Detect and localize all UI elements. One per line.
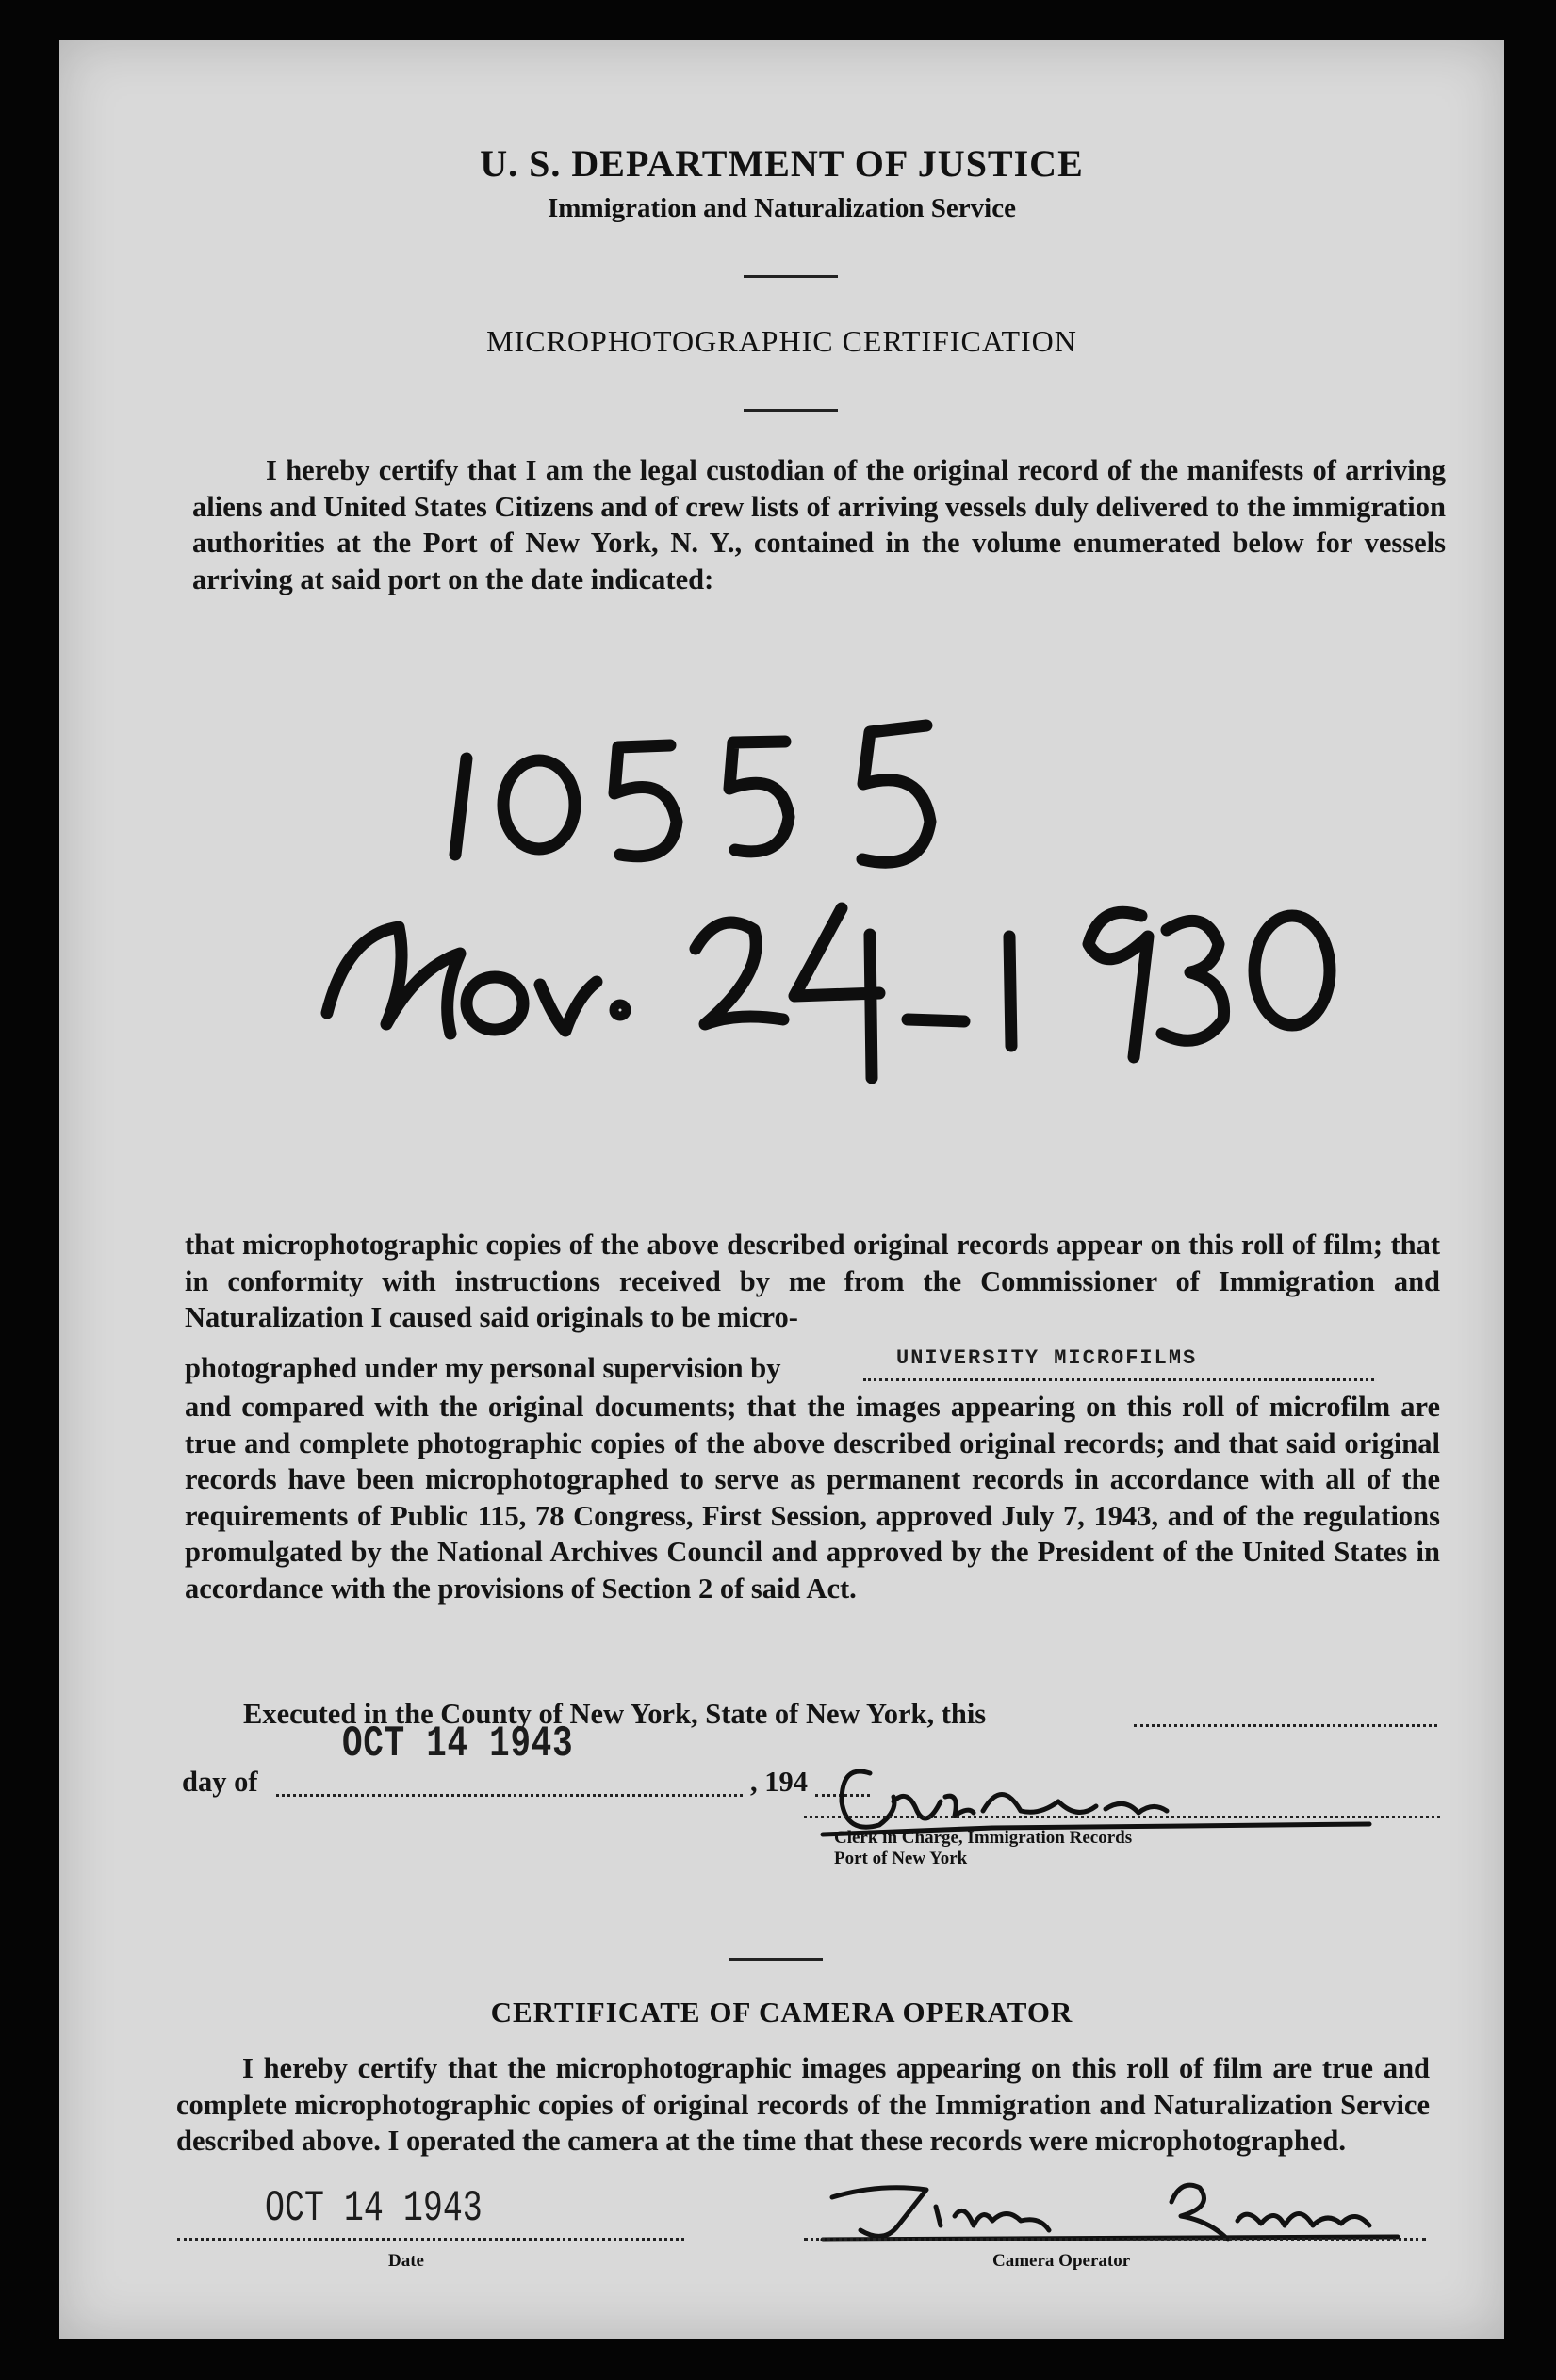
divider-rule <box>729 1958 823 1961</box>
body-paragraph-part2: and compared with the original documents; that the images appearing on this roll of microfilm are true and complete photographic copies of the above described original records; and that said original records have been microphotographed to serve as permanent records in accordance with all of the requirements of Public 115, 78 Congress, First Session, approved July 7, 1943, and of the regulations promulgated by the National Archives Council and approved by the President of the United States in accordance with the provisions of Section 2 of said Act. <box>185 1391 1440 1605</box>
year-prefix: 194 <box>764 1766 808 1798</box>
execution-date-stamp: OCT 14 1943 <box>342 1720 574 1769</box>
divider-rule <box>744 409 838 412</box>
divider-rule <box>744 275 838 278</box>
year-line: , 194 <box>750 1766 808 1798</box>
executed-text: Executed in the County of New York, State of New York, this <box>243 1698 987 1730</box>
executed-day-dotted-line <box>1134 1724 1437 1727</box>
service-subheading: Immigration and Naturalization Service <box>548 193 1016 223</box>
supervisor-dotted-line <box>863 1378 1374 1381</box>
microfilm-company-stamp: UNIVERSITY MICROFILMS <box>896 1346 1198 1370</box>
handwritten-volume-and-date <box>191 661 1369 1114</box>
camera-operator-label: Camera Operator <box>992 2251 1131 2271</box>
day-of-line <box>182 1766 258 1799</box>
date-label: Date <box>388 2251 424 2271</box>
intro-paragraph: I hereby certify that I am the legal custodian of the original record of the manifests of arriving aliens and United States Citizens and of crew lists of arriving vessels duly delivered to the immigration authorities at the Port of New York, N. Y., contained in the volume enumerated below for vessels arriving at said port on the date indicated: <box>192 454 1446 595</box>
certification-title: MICROPHOTOGRAPHIC CERTIFICATION <box>486 324 1077 358</box>
clerk-signature-dotted-line <box>804 1816 1440 1818</box>
certificate-sheet <box>59 40 1504 2339</box>
clerk-title-line1: Clerk in Charge, Immigration Records <box>834 1828 1133 1848</box>
department-heading: U. S. DEPARTMENT OF JUSTICE <box>480 142 1084 185</box>
camera-date-stamp: OCT 14 1943 <box>265 2184 483 2233</box>
camera-operator-dotted-line <box>804 2238 1426 2241</box>
body-paragraph-part1: that microphotographic copies of the above described original records appear on this roll of film; that in conformity with instructions received by me from the Commissioner of Immigration and Naturalization I caused said originals to be micro- <box>185 1229 1440 1333</box>
clerk-title-line2: Port of New York <box>834 1849 968 1868</box>
camera-certificate-title: CERTIFICATE OF CAMERA OPERATOR <box>490 1996 1073 2029</box>
clerk-title <box>834 1828 1132 1869</box>
supervision-by-text: photographed under my personal supervision by <box>185 1352 781 1384</box>
camera-certificate-paragraph: I hereby certify that the microphotographic images appearing on this roll of film are true and complete microphotographic copies of original records of the Immigration and Naturalization Service described above. I operated the camera at the time that these records were microphotographed. <box>176 2052 1430 2157</box>
day-of-label: day of <box>182 1766 258 1798</box>
date-dotted-line <box>177 2238 684 2241</box>
day-of-dotted-line <box>276 1794 743 1797</box>
